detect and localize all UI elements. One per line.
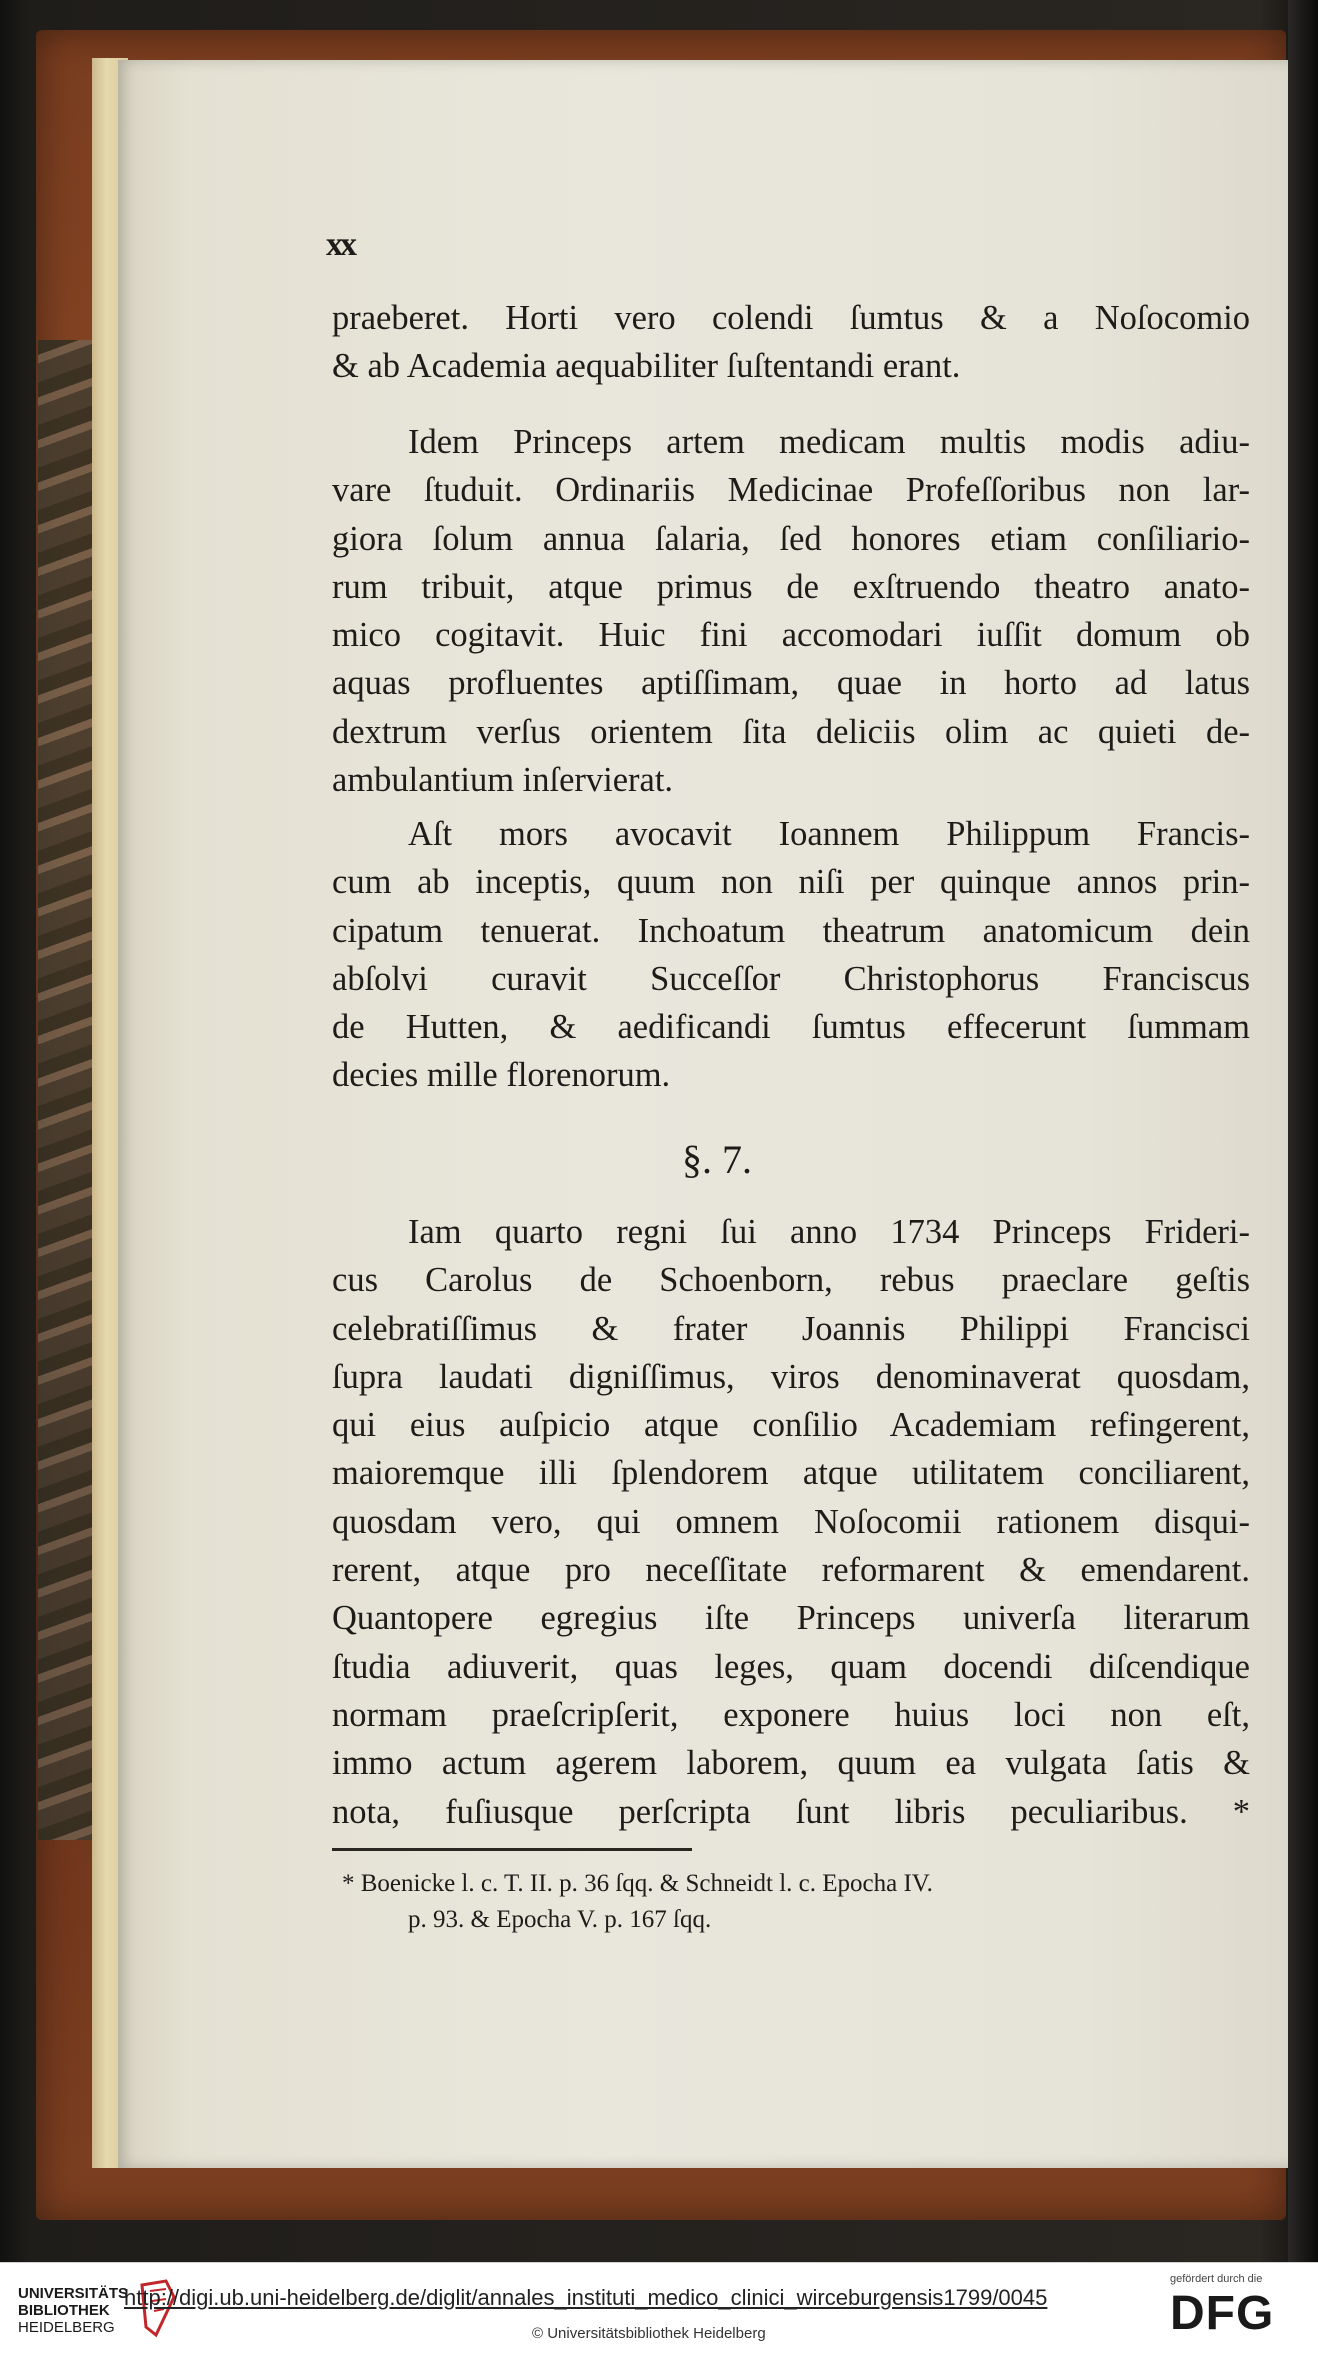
text-line: Iam quarto regni ſui anno 1734 Princeps Frideri-: [408, 1213, 1250, 1251]
funding-note: gefördert durch die: [1170, 2273, 1263, 2285]
text-line: & ab Academia aequabiliter ſuſtentandi erant.: [332, 347, 961, 386]
text-line: ſtudia adiuverit, quas leges, quam docendi diſcendique: [332, 1647, 1250, 1686]
text-line: maioremque illi ſplendorem atque utilitatem conciliarent,: [332, 1454, 1250, 1493]
text-line: ſupra laudati digniſſimus, viros denominaverat quosdam,: [332, 1357, 1250, 1396]
text-line: rum tribuit, atque primus de exſtruendo theatro anato-: [332, 567, 1250, 606]
permalink-url[interactable]: http://digi.ub.uni-heidelberg.de/diglit/annales_instituti_medico_clinici_wirceburgensis1799/0045: [124, 2285, 1048, 2310]
paragraph-4: [332, 1208, 1250, 1836]
dfg-logo: DFG: [1170, 2287, 1275, 2340]
text-line: de Hutten, & aedificandi ſumtus effecerunt ſummam: [332, 1008, 1250, 1047]
text-line: cum ab inceptis, quum non niſi per quinque annos prin-: [332, 863, 1250, 902]
footnote: [342, 1866, 1252, 1938]
text-line: rerent, atque pro neceſſitate reformarent & emendarent.: [332, 1551, 1250, 1590]
institution-line: HEIDELBERG: [18, 2319, 115, 2336]
institution-line: BIBLIOTHEK: [18, 2302, 110, 2319]
footnote-divider: [332, 1848, 692, 1851]
text-line: cipatum tenuerat. Inchoatum theatrum anatomicum dein: [332, 911, 1250, 950]
paragraph-1: [332, 294, 1250, 391]
footnote-line: * Boenicke l. c. T. II. p. 36 ſqq. & Schneidt l. c. Epocha IV.: [342, 1870, 933, 1897]
paragraph-3: [332, 810, 1250, 1100]
page-number: xx: [326, 226, 354, 263]
paragraph-2: [332, 418, 1250, 804]
text-line: abſolvi curavit Succeſſor Christophorus Franciscus: [332, 959, 1250, 998]
text-line: nota, fuſiusque perſcripta ſunt libris peculiaribus. *: [332, 1792, 1250, 1831]
section-heading: §. 7.: [682, 1137, 752, 1182]
text-line: vare ſtuduit. Ordinariis Medicinae Profeſſoribus non lar-: [332, 471, 1250, 510]
text-line: immo actum agerem laborem, quum ea vulgata ſatis &: [332, 1744, 1250, 1783]
institution-name: [18, 2285, 128, 2336]
text-line: mico cogitavit. Huic fini accomodari iuſſit domum ob: [332, 616, 1250, 655]
text-line: Idem Princeps artem medicam multis modis adiu-: [408, 423, 1250, 461]
text-line: praeberet. Horti vero colendi ſumtus & a Noſocomio: [332, 299, 1250, 337]
text-line: ambulantium inſervierat.: [332, 761, 674, 800]
scan-edge: [1288, 0, 1318, 2262]
viewer-footer: [0, 2262, 1318, 2357]
text-line: normam praeſcripſerit, exponere huius loci non eſt,: [332, 1695, 1250, 1734]
text-line: qui eius auſpicio atque conſilio Academiam refingerent,: [332, 1406, 1250, 1445]
text-line: giora ſolum annua ſalaria, ſed honores etiam conſiliario-: [332, 519, 1250, 558]
text-line: celebratiſſimus & frater Joannis Philippi Francisci: [332, 1309, 1250, 1348]
institution-line: UNIVERSITÄTS: [18, 2285, 129, 2302]
text-line: Quantopere egregius iſte Princeps univerſa literarum: [332, 1599, 1250, 1638]
text-line: dextrum verſus orientem ſita deliciis olim ac quieti de-: [332, 712, 1250, 751]
text-line: cus Carolus de Schoenborn, rebus praeclare geſtis: [332, 1261, 1250, 1300]
copyright-notice: © Universitätsbibliothek Heidelberg: [532, 2325, 766, 2342]
text-line: quosdam vero, qui omnem Noſocomii rationem disqui-: [332, 1502, 1250, 1541]
footnote-line: p. 93. & Epocha V. p. 167 ſqq.: [408, 1906, 712, 1933]
text-line: aquas profluentes aptiſſimam, quae in horto ad latus: [332, 664, 1250, 703]
text-line: decies mille florenorum.: [332, 1056, 671, 1095]
text-line: Aſt mors avocavit Ioannem Philippum Francis-: [408, 815, 1250, 853]
marbled-endpaper: [38, 340, 98, 1840]
